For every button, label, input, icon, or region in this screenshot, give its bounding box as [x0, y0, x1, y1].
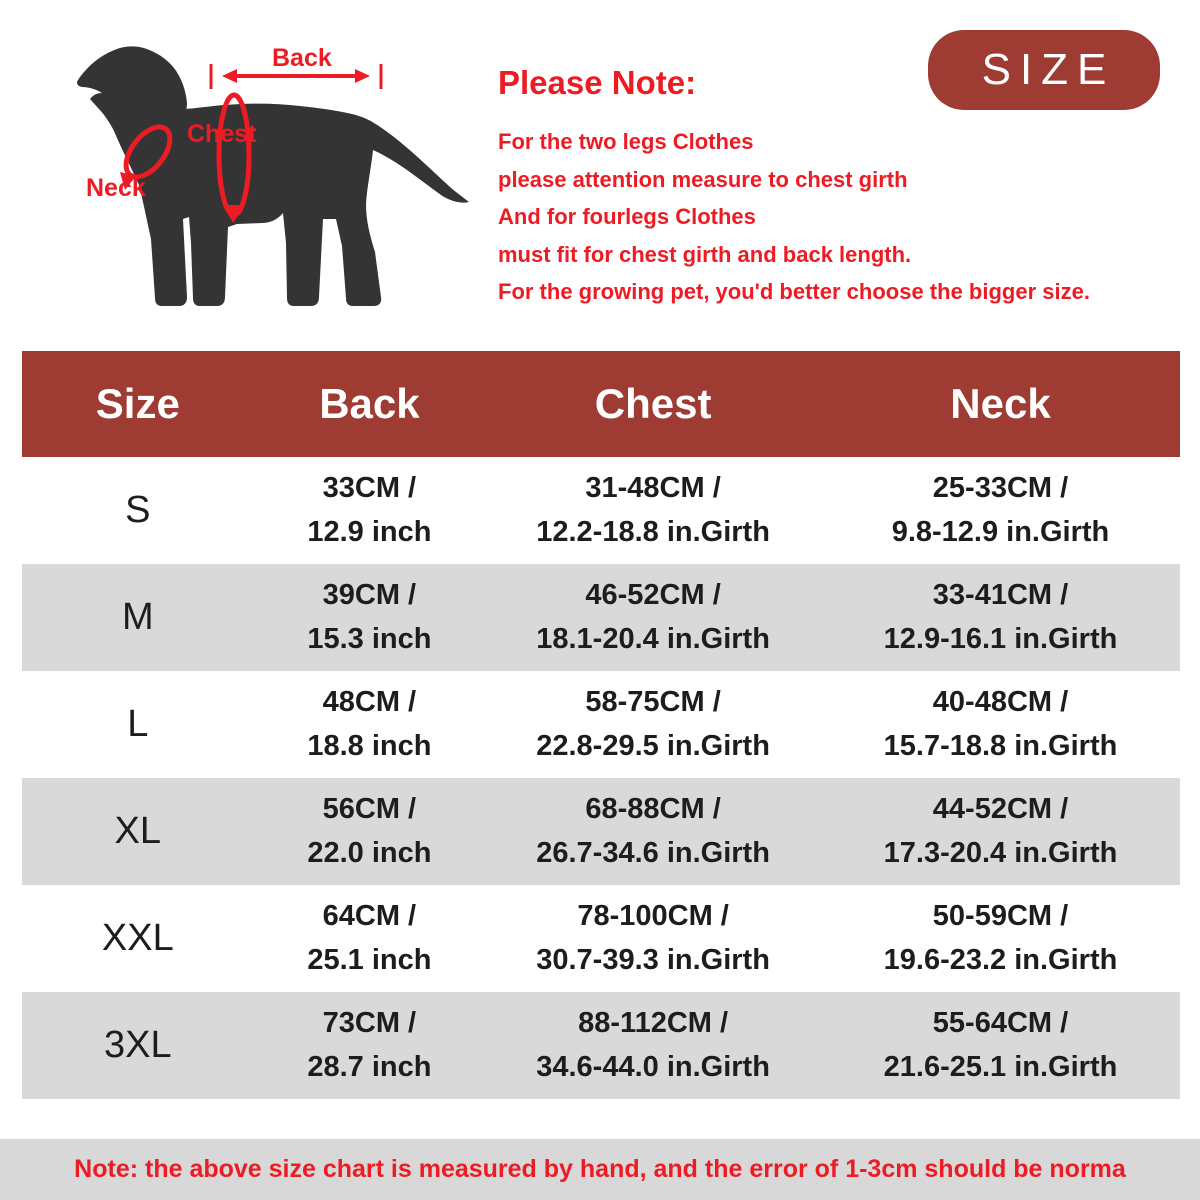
chest-measure-label: Chest — [187, 120, 257, 148]
cell-chest — [485, 469, 821, 552]
back-measure-label: Back — [272, 44, 332, 72]
cell-line: 78-100CM / — [577, 900, 729, 932]
note-line: For the growing pet, you'd better choose the bigger size. — [498, 279, 1090, 304]
cell-chest — [485, 897, 821, 980]
cell-chest — [485, 683, 821, 766]
cell-back — [254, 683, 486, 766]
cell-neck — [821, 576, 1180, 659]
cell-size: 3XL — [103, 1024, 172, 1066]
cell-line: 18.8 inch — [307, 730, 432, 762]
cell-line: 55-64CM / — [932, 1007, 1069, 1039]
neck-measure-label: Neck — [86, 174, 146, 202]
cell-line: 48CM / — [322, 686, 417, 718]
size-badge-label: SIZE — [981, 45, 1116, 94]
cell-line: 40-48CM / — [932, 686, 1069, 718]
cell-line: 19.6-23.2 in.Girth — [883, 944, 1118, 976]
table-row — [22, 992, 1180, 1099]
cell-neck — [821, 790, 1180, 873]
cell-line: 56CM / — [322, 793, 417, 825]
cell-line: 68-88CM / — [585, 793, 721, 825]
cell-line: 46-52CM / — [585, 579, 721, 611]
cell-back — [254, 469, 486, 552]
dog-silhouette-graphic — [60, 30, 480, 315]
cell-line: 73CM / — [322, 1007, 417, 1039]
cell-size: XXL — [101, 917, 174, 959]
size-badge — [928, 30, 1160, 110]
cell-line: 33-41CM / — [932, 579, 1069, 611]
table-row — [22, 457, 1180, 564]
footer-note-bar — [0, 1139, 1200, 1200]
table-row — [22, 778, 1180, 885]
cell-line: 25.1 inch — [307, 944, 432, 976]
back-arrowhead-left — [222, 69, 237, 83]
cell-line: 17.3-20.4 in.Girth — [883, 837, 1118, 869]
cell-size: M — [121, 596, 154, 638]
cell-line: 26.7-34.6 in.Girth — [536, 837, 770, 869]
note-line: must fit for chest girth and back length. — [498, 241, 912, 267]
cell-neck — [821, 1004, 1180, 1087]
cell-line: 28.7 inch — [307, 1051, 432, 1083]
cell-line: 64CM / — [322, 900, 417, 932]
cell-line: 88-112CM / — [578, 1007, 729, 1039]
cell-neck — [821, 683, 1180, 766]
cell-line: 30.7-39.3 in.Girth — [536, 944, 770, 976]
footer-note-text: Note: the above size chart is measured by hand, and the error of 1-3cm should be norma — [74, 1155, 1126, 1183]
cell-neck — [821, 469, 1180, 552]
cell-chest — [485, 576, 821, 659]
size-table-header — [22, 351, 1180, 457]
cell-line: 44-52CM / — [932, 793, 1069, 825]
note-line: please attention measure to chest girth — [498, 166, 908, 192]
column-header-back: Back — [319, 380, 420, 427]
cell-line: 50-59CM / — [932, 900, 1069, 932]
column-header-chest: Chest — [594, 380, 712, 427]
column-header-size: Size — [95, 380, 180, 427]
table-row — [22, 671, 1180, 778]
cell-line: 15.7-18.8 in.Girth — [883, 730, 1118, 762]
cell-size: L — [127, 703, 149, 745]
note-line: For the two legs Clothes — [498, 129, 754, 154]
cell-size: S — [125, 489, 151, 531]
cell-line: 31-48CM / — [585, 472, 721, 504]
cell-line: 25-33CM / — [932, 472, 1069, 504]
note-line: And for fourlegs Clothes — [498, 204, 756, 229]
cell-line: 58-75CM / — [585, 686, 721, 718]
cell-line: 34.6-44.0 in.Girth — [536, 1051, 770, 1083]
cell-line: 12.2-18.8 in.Girth — [536, 516, 770, 548]
cell-chest — [485, 1004, 821, 1087]
cell-line: 33CM / — [322, 472, 417, 504]
table-row — [22, 885, 1180, 992]
column-header-neck: Neck — [950, 380, 1051, 427]
cell-line: 12.9 inch — [307, 516, 432, 548]
cell-chest — [485, 790, 821, 873]
cell-size: XL — [114, 810, 162, 852]
cell-line: 39CM / — [322, 579, 417, 611]
cell-line: 22.0 inch — [307, 837, 432, 869]
cell-line: 18.1-20.4 in.Girth — [536, 623, 770, 655]
cell-line: 15.3 inch — [307, 623, 432, 655]
cell-line: 21.6-25.1 in.Girth — [883, 1051, 1118, 1083]
back-arrowhead-right — [355, 69, 370, 83]
please-note-title: Please Note: — [498, 64, 697, 101]
cell-neck — [821, 897, 1180, 980]
cell-back — [254, 790, 486, 873]
cell-line: 22.8-29.5 in.Girth — [536, 730, 770, 762]
cell-line: 12.9-16.1 in.Girth — [883, 623, 1118, 655]
cell-back — [254, 897, 486, 980]
size-table — [22, 351, 1180, 1099]
cell-back — [254, 1004, 486, 1087]
cell-line: 9.8-12.9 in.Girth — [891, 516, 1110, 548]
cell-back — [254, 576, 486, 659]
dog-measurement-diagram — [60, 30, 480, 315]
table-row — [22, 564, 1180, 671]
